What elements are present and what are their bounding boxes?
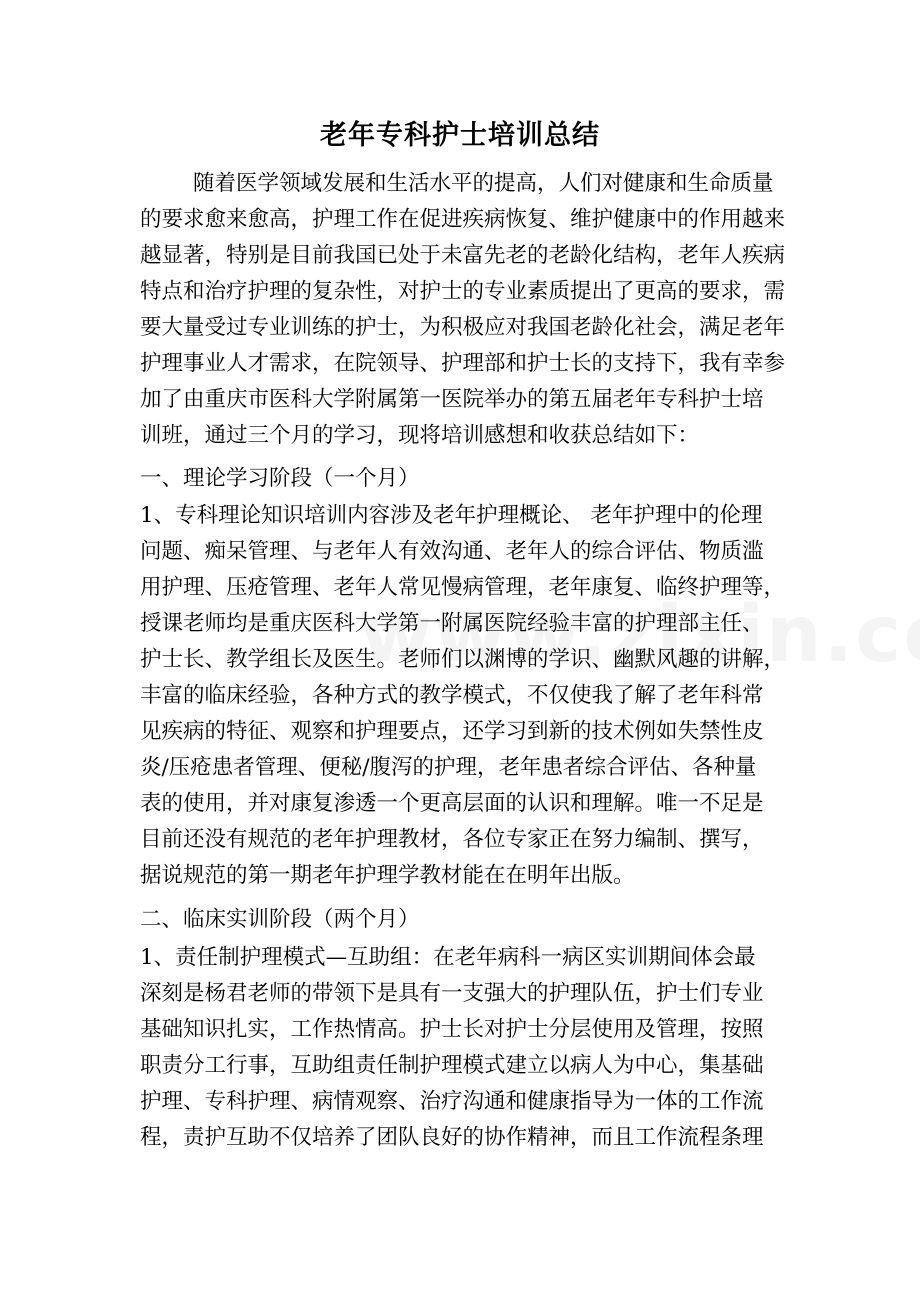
paragraph-line: 训班，通过三个月的学习，现将培训感想和收获总结如下： xyxy=(140,423,700,448)
paragraph-line: 炎/压疮患者管理、便秘/腹泻的护理，老年患者综合评估、各种量 xyxy=(140,755,757,780)
section-heading: 二、临床实训阶段（两个月） xyxy=(140,907,420,932)
paragraph-line: 特点和治疗护理的复杂性，对护士的专业素质提出了更高的要求，需 xyxy=(140,279,786,304)
paragraph-line: 丰富的临床经验，各种方式的教学模式，不仅使我了解了老年科常 xyxy=(140,683,764,708)
section-heading: 一、理论学习阶段（一个月） xyxy=(140,466,420,491)
paragraph-line: 基础知识扎实，工作热情高。护士长对护士分层使用及管理，按照 xyxy=(140,1017,764,1042)
paragraph-line: 护士长、教学组长及医生。老师们以渊博的学识、幽默风趣的讲解， xyxy=(140,647,786,672)
paragraph-line: 护理事业人才需求，在院领导、护理部和护士长的支持下，我有幸参 xyxy=(140,351,786,376)
paragraph-line: 1、专科理论知识培训内容涉及老年护理概论、 老年护理中的伦理 xyxy=(140,503,763,528)
paragraph-line: 护理、专科护理、病情观察、治疗沟通和健康指导为一体的工作流 xyxy=(140,1089,764,1114)
paragraph-line: 职责分工行事，互助组责任制护理模式建立以病人为中心，集基础 xyxy=(140,1053,764,1078)
paragraph-line: 的要求愈来愈高，护理工作在促进疾病恢复、维护健康中的作用越来 xyxy=(140,207,786,232)
paragraph-line: 程，责护互助不仅培养了团队良好的协作精神，而且工作流程条理 xyxy=(140,1125,764,1150)
document-title: 老年专科护士培训总结 xyxy=(320,120,600,151)
paragraph-line: 用护理、压疮管理、老年人常见慢病管理，老年康复、临终护理等， xyxy=(140,575,786,600)
paragraph-line: 授课老师均是重庆医科大学第一附属医院经验丰富的护理部主任、 xyxy=(140,611,764,636)
paragraph-line: 问题、痴呆管理、与老年人有效沟通、老年人的综合评估、物质滥 xyxy=(140,539,764,564)
paragraph-line: 表的使用，并对康复渗透一个更高层面的认识和理解。唯一不足是 xyxy=(140,791,764,816)
paragraph-line: 见疾病的特征、观察和护理要点，还学习到新的技术例如失禁性皮 xyxy=(140,719,764,744)
paragraph-line: 据说规范的第一期老年护理学教材能在在明年出版。 xyxy=(140,863,635,888)
paragraph-line: 要大量受过专业训练的护士，为积极应对我国老龄化社会，满足老年 xyxy=(140,315,786,340)
paragraph-line: 越显著，特别是目前我国已处于未富先老的老龄化结构，老年人疾病 xyxy=(140,243,786,268)
paragraph-line: 随着医学领域发展和生活水平的提高，人们对健康和生命质量 xyxy=(193,171,774,196)
paragraph-line: 加了由重庆市医科大学附属第一医院举办的第五届老年专科护士培 xyxy=(140,387,764,412)
paragraph-line: 1、责任制护理模式—互助组：在老年病科一病区实训期间体会最 xyxy=(140,945,756,970)
paragraph-line: 深刻是杨君老师的带领下是具有一支强大的护理队伍，护士们专业 xyxy=(140,981,764,1006)
paragraph-line: 目前还没有规范的老年护理教材，各位专家正在努力编制、撰写， xyxy=(140,827,764,852)
